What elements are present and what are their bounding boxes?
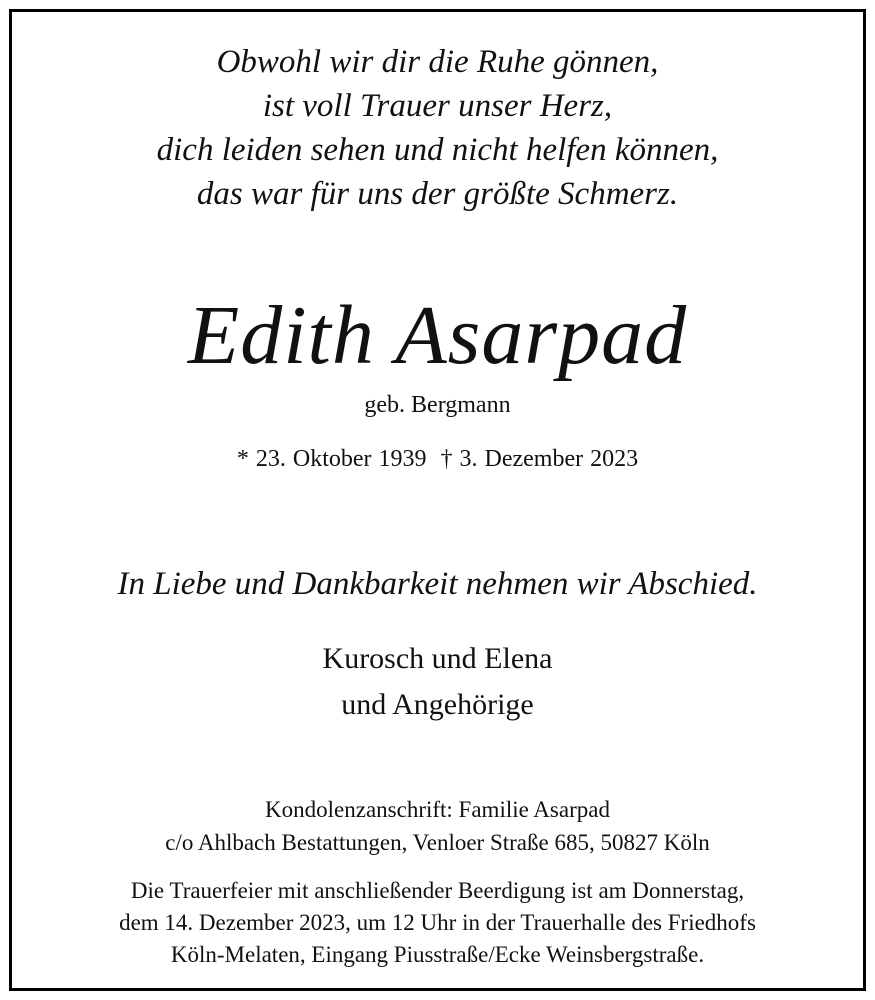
ceremony-line: dem 14. Dezember 2023, um 12 Uhr in der Trauerhalle des Friedhofs bbox=[119, 910, 756, 935]
maiden-name: geb. Bergmann bbox=[364, 392, 511, 418]
farewell-text: In Liebe und Dankbarkeit nehmen wir Abschied. bbox=[117, 566, 758, 602]
deceased-name: Edith Asarpad bbox=[187, 289, 688, 382]
poem-line: ist voll Trauer unser Herz, bbox=[262, 88, 613, 124]
ceremony-line: Die Trauerfeier mit anschließender Beerdigung ist am Donnerstag, bbox=[130, 878, 745, 903]
poem-line: Obwohl wir dir die Ruhe gönnen, bbox=[216, 44, 659, 80]
condolence-line: c/o Ahlbach Bestattungen, Venloer Straße 685, 50827 Köln bbox=[165, 830, 710, 855]
condolence-address bbox=[0, 793, 875, 859]
mourner-line: Kurosch und Elena bbox=[322, 642, 553, 675]
life-dates bbox=[0, 444, 875, 474]
mourners bbox=[0, 636, 875, 728]
memorial-poem bbox=[0, 40, 875, 216]
condolence-line: Kondolenzanschrift: Familie Asarpad bbox=[265, 797, 610, 822]
mourner-line: und Angehörige bbox=[341, 688, 534, 721]
death-date: † 3. Dezember 2023 bbox=[440, 446, 639, 472]
poem-line: dich leiden sehen und nicht helfen können, bbox=[156, 132, 719, 168]
funeral-ceremony-info bbox=[0, 875, 875, 971]
ceremony-line: Köln-Melaten, Eingang Piusstraße/Ecke Weinsbergstraße. bbox=[170, 942, 705, 967]
poem-line: das war für uns der größte Schmerz. bbox=[196, 176, 679, 212]
birth-date: * 23. Oktober 1939 bbox=[236, 446, 427, 472]
